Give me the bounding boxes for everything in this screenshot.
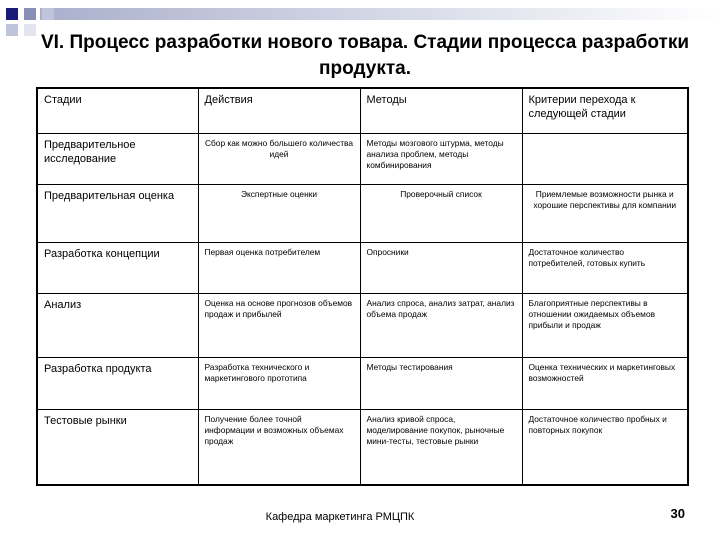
method-cell: Анализ спроса, анализ затрат, анализ объема продаж [360, 293, 522, 357]
page-number: 30 [670, 506, 685, 521]
action-cell: Получение более точной информации и возможных объемах продаж [198, 409, 360, 485]
stage-cell: Предварительная оценка [37, 184, 198, 242]
header-cell: Критерии перехода к следующей стадии [522, 88, 688, 133]
action-cell: Первая оценка потребителем [198, 242, 360, 293]
action-cell: Экспертные оценки [198, 184, 360, 242]
header-cell: Действия [198, 88, 360, 133]
method-cell: Анализ кривой спроса, моделирование покупок, рыночные мини-тесты, тестовые рынки [360, 409, 522, 485]
stage-cell: Анализ [37, 293, 198, 357]
table-header-row [37, 88, 688, 133]
criteria-cell: Достаточное количество потребителей, готовых купить [522, 242, 688, 293]
action-cell: Разработка технического и маркетингового прототипа [198, 357, 360, 409]
criteria-cell: Оценка технических и маркетинговых возможностей [522, 357, 688, 409]
table-row [37, 409, 688, 485]
method-cell: Методы мозгового штурма, методы анализа проблем, методы комбинирования [360, 133, 522, 184]
stage-cell: Разработка концепции [37, 242, 198, 293]
criteria-cell: Благоприятные перспективы в отношении ожидаемых объемов прибыли и продаж [522, 293, 688, 357]
stages-table-container [36, 87, 687, 486]
table-row [37, 184, 688, 242]
criteria-cell: Достаточное количество пробных и повторных покупок [522, 409, 688, 485]
stage-cell: Тестовые рынки [37, 409, 198, 485]
stage-cell: Предварительное исследование [37, 133, 198, 184]
table-row [37, 133, 688, 184]
table-row [37, 293, 688, 357]
method-cell: Методы тестирования [360, 357, 522, 409]
footer-department: Кафедра маркетинга РМЦПК [265, 511, 415, 523]
table-row [37, 357, 688, 409]
method-cell: Опросники [360, 242, 522, 293]
header-cell: Стадии [37, 88, 198, 133]
stage-cell: Разработка продукта [37, 357, 198, 409]
criteria-cell: Приемлемые возможности рынка и хорошие перспективы для компании [522, 184, 688, 242]
criteria-cell [522, 133, 688, 184]
slide-title: VI. Процесс разработки нового товара. Стадии процесса разработки продукта. [40, 32, 690, 79]
table-row [37, 242, 688, 293]
stages-table [36, 87, 689, 486]
action-cell: Оценка на основе прогнозов объемов продаж и прибылей [198, 293, 360, 357]
action-cell: Сбор как можно большего количества идей [198, 133, 360, 184]
method-cell: Проверочный список [360, 184, 522, 242]
header-cell: Методы [360, 88, 522, 133]
